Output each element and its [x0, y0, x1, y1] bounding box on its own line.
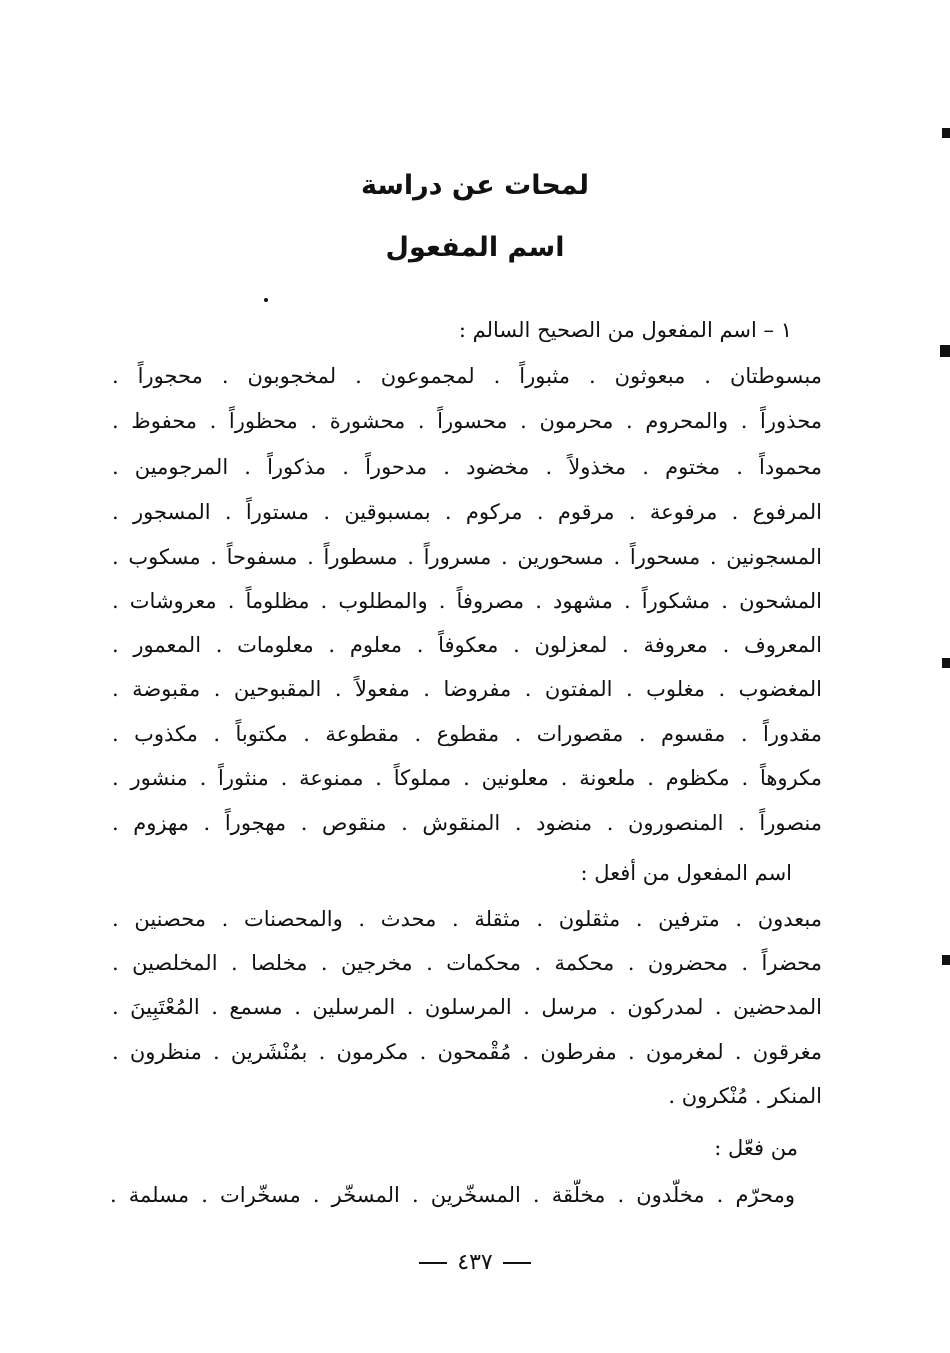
text-line: مغرقون . لمغرمون . مفرطون . مُقْمحون . مكرمون . بمُنْشَرين . منظرون .	[112, 1040, 822, 1064]
section-heading-sound-verb: ١ – اسم المفعول من الصحيح السالم :	[458, 318, 792, 342]
text-line: المرفوع . مرفوعة . مرقوم . مركوم . بمسبوقين . مستوراً . المسجور .	[112, 500, 822, 524]
text-line: المشحون . مشكوراً . مشهود . مصروفاً . والمطلوب . مظلوماً . معروشات .	[112, 589, 822, 613]
scan-edge-mark	[940, 345, 950, 357]
text-line: المدحضين . لمدركون . مرسل . المرسلون . المرسلين . مسمع . المُعْتَبِينَ .	[112, 995, 822, 1019]
page-title-line-2: اسم المفعول	[385, 232, 565, 263]
text-line: المنكر . مُنْكرون .	[668, 1084, 822, 1108]
text-line: المسجونين . مسحوراً . مسحورين . مسروراً . مسطوراً . مسفوحاً . مسكوب .	[112, 545, 822, 569]
text-line: المغضوب . مغلوب . المفتون . مفروضا . مفعولاً . المقبوحين . مقبوضة .	[112, 677, 822, 701]
page-number-value: ٤٣٧	[457, 1250, 493, 1275]
text-line: ومحرّم . مخلّدون . مخلّقة . المسخّرين . المسخّر . مسخّرات . مسلمة .	[110, 1183, 795, 1207]
section-heading-faala: من فعّل :	[714, 1136, 798, 1160]
text-line: منصوراً . المنصورون . منضود . المنقوش . منقوص . مهجوراً . مهزوم .	[112, 811, 822, 835]
dash-left	[503, 1262, 531, 1264]
scan-speck	[264, 298, 268, 302]
section-heading-afala: اسم المفعول من أفعل :	[580, 861, 792, 885]
dash-right	[419, 1262, 447, 1264]
text-line: المعروف . معروفة . لمعزلون . معكوفاً . معلوم . معلومات . المعمور .	[112, 633, 822, 657]
page-title-line-1: لمحات عن دراسة	[360, 170, 590, 201]
text-line: محضراً . محضرون . محكمة . محكمات . مخرجين . مخلصا . المخلصين .	[112, 951, 822, 975]
text-line: مبسوطتان . مبعوثون . مثبوراً . لمجموعون . لمخجوبون . محجوراً .	[112, 364, 822, 388]
text-line: مبعدون . مترفين . مثقلون . مثقلة . محدث . والمحصنات . محصنين .	[112, 907, 822, 931]
scan-edge-mark	[942, 658, 950, 668]
scan-edge-mark	[942, 128, 950, 138]
text-line: مكروهاً . مكظوم . ملعونة . معلونين . مملوكاً . ممنوعة . منثوراً . منشور .	[112, 766, 822, 790]
text-line: محموداً . مختوم . مخذولاً . مخضود . مدحوراً . مذكوراً . المرجومين .	[112, 455, 822, 479]
page-number	[0, 1250, 950, 1275]
scan-edge-mark	[942, 955, 950, 965]
text-line: مقدوراً . مقسوم . مقصورات . مقطوع . مقطوعة . مكتوباً . مكذوب .	[112, 722, 822, 746]
text-line: محذوراً . والمحروم . محرمون . محسوراً . محشورة . محظوراً . محفوظ .	[112, 409, 822, 433]
